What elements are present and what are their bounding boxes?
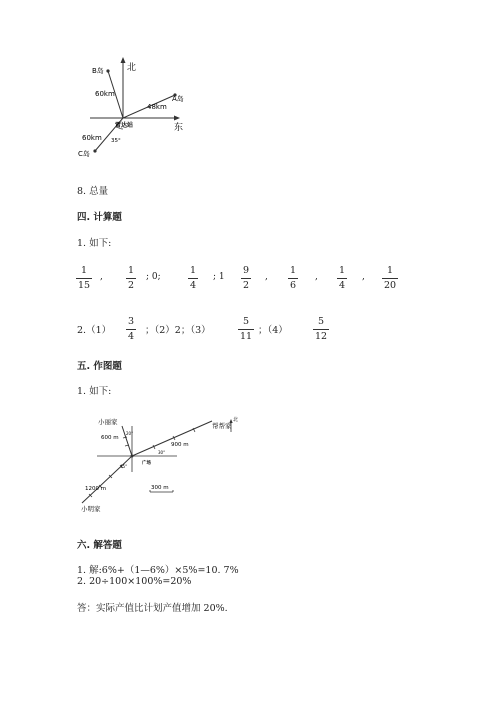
dist-900-label: 900 m	[171, 442, 189, 448]
station-label: 雷达站	[115, 122, 134, 129]
q2-fraction-3: 5 12	[315, 316, 328, 342]
map-figure	[75, 408, 245, 518]
north-label: 北	[127, 63, 137, 73]
angle-45-label: 45°	[120, 464, 128, 469]
angle-30-label: 30°	[158, 450, 166, 455]
fraction-1: 1 15	[78, 265, 91, 291]
q2-fraction-1: 3 4	[128, 316, 135, 342]
distance-b-label: 60km	[95, 90, 115, 98]
separator: ,	[100, 272, 103, 282]
fraction-2: 1 2	[128, 265, 135, 291]
angle-c-label: 35°	[111, 138, 121, 144]
fraction-5: 1 6	[290, 265, 297, 291]
angle-20-label: 20°	[126, 431, 134, 436]
section6-title: 六. 解答题	[77, 540, 122, 551]
inline-one: ; 1	[213, 272, 225, 282]
section5-title: 五. 作图题	[77, 361, 122, 372]
north-marker-label: 北	[233, 417, 239, 423]
east-label: 东	[174, 123, 184, 133]
section6-line-1: 1. 解:6%+（1—6%）×5%=10. 7%	[77, 565, 239, 576]
island-c-label: C岛	[78, 150, 90, 158]
xiaoli-label: 小丽家	[98, 418, 118, 426]
item-8: 8. 总量	[77, 186, 109, 197]
section5-q1-label: 1. 如下:	[77, 386, 112, 397]
dist-600-label: 600 m	[101, 435, 119, 441]
section4-title: 四. 计算题	[77, 212, 122, 223]
dist-1200-label: 1200 m	[85, 486, 107, 492]
fraction-7: 1 20	[384, 265, 397, 291]
fraction-6: 1 4	[339, 265, 346, 291]
bangbang-label: 帮帮家	[212, 422, 232, 430]
fraction-4: 9 2	[243, 265, 250, 291]
section6-answer: 答：实际产值比计划产值增加 20%.	[77, 603, 228, 614]
separator: ,	[362, 272, 365, 282]
q2-mid-2: ；（4）	[258, 325, 288, 336]
north-arrow-icon	[121, 57, 126, 63]
point-b	[106, 69, 109, 72]
xiaoming-label: 小明家	[81, 505, 101, 513]
separator: ,	[265, 272, 268, 282]
radar-figure	[75, 55, 195, 165]
distance-c-label: 60km	[82, 134, 102, 142]
square-label: 广场	[142, 461, 151, 466]
ray-to-bangbang	[132, 421, 212, 456]
section4-q1-label: 1. 如下:	[77, 238, 112, 249]
east-arrow-icon	[174, 116, 180, 121]
scale-label: 300 m	[151, 485, 169, 491]
inline-zero: ; 0;	[146, 272, 161, 282]
q2-fraction-2: 5 11	[240, 316, 253, 342]
distance-a-label: 48km	[147, 103, 167, 111]
q2-prefix: 2.（1）	[77, 325, 112, 336]
fraction-3: 1 4	[190, 265, 197, 291]
q2-mid-1: ；（2）2；（3）	[145, 325, 211, 336]
square-point	[131, 455, 134, 458]
island-b-label: B岛	[92, 67, 104, 75]
island-a-label: A岛	[172, 95, 184, 103]
separator: ,	[315, 272, 318, 282]
section6-line-2: 2. 20÷100×100%=20%	[77, 576, 192, 587]
point-c	[93, 149, 96, 152]
